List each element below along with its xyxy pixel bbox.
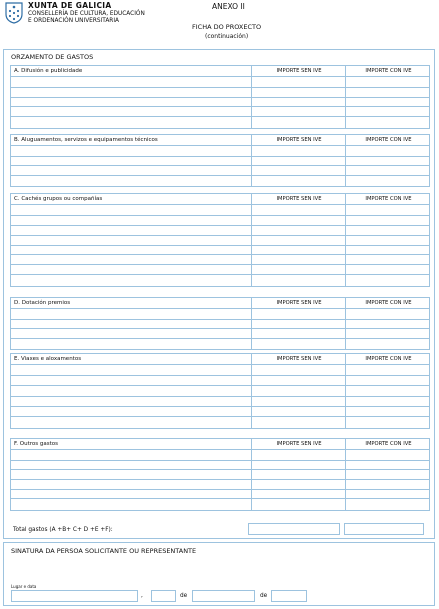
of-label-1: de — [180, 593, 188, 599]
column-divider — [345, 135, 346, 186]
column-header-with-vat: IMPORTE CON IVE — [365, 68, 412, 74]
column-header-without-vat: IMPORTE SEN IVE — [276, 356, 322, 362]
table-row-line — [11, 385, 429, 386]
table-row-line — [11, 469, 429, 470]
category-c-table — [10, 193, 430, 287]
category-header — [11, 298, 429, 309]
table-row-line — [11, 175, 429, 176]
category-label: A. Difusión e publicidade — [14, 68, 83, 74]
table-row-line — [11, 116, 429, 117]
category-label: B. Aluguamentos, servizos e equipamentos técnicos — [14, 137, 158, 143]
year-field[interactable] — [271, 590, 307, 602]
comma-separator: , — [141, 593, 143, 599]
budget-title: ORZAMENTO DE GASTOS — [11, 53, 94, 61]
table-row-line — [11, 225, 429, 226]
table-row-line — [11, 498, 429, 499]
place-field[interactable] — [11, 590, 138, 602]
table-row-line — [11, 235, 429, 236]
column-divider — [345, 298, 346, 349]
table-row-line — [11, 416, 429, 417]
org-name: XUNTA DE GALICIA — [28, 1, 112, 10]
table-row-line — [11, 338, 429, 339]
category-d-table — [10, 297, 430, 350]
table-row-line — [11, 215, 429, 216]
form-title: FICHA DO PROXECTO — [192, 23, 262, 31]
column-header-with-vat: IMPORTE CON IVE — [365, 300, 412, 306]
month-field[interactable] — [192, 590, 255, 602]
category-label: F. Outros gastos — [14, 441, 58, 447]
column-header-without-vat: IMPORTE SEN IVE — [276, 196, 322, 202]
org-department-line2: E ORDENACIÓN UNIVERSITARIA — [28, 18, 120, 24]
category-label: C. Cachés grupos ou compañías — [14, 196, 103, 202]
column-header-without-vat: IMPORTE SEN IVE — [276, 441, 322, 447]
table-row-line — [11, 375, 429, 376]
category-label: E. Viaxes e aloxamentos — [14, 356, 82, 362]
table-row-line — [11, 254, 429, 255]
category-a-table — [10, 65, 430, 129]
table-row-line — [11, 156, 429, 157]
org-department-line1: CONSELLERÍA DE CULTURA, EDUCACIÓN — [28, 11, 145, 17]
category-header — [11, 66, 429, 77]
table-row-line — [11, 97, 429, 98]
total-expenses-label: Total gastos (A +B+ C+ D +E +F): — [13, 527, 113, 533]
table-row-line — [11, 245, 429, 246]
column-header-without-vat: IMPORTE SEN IVE — [276, 68, 322, 74]
place-date-label: Lugar e data — [11, 584, 37, 589]
column-divider — [345, 194, 346, 286]
column-header-without-vat: IMPORTE SEN IVE — [276, 137, 322, 143]
column-divider — [251, 439, 252, 510]
org-department — [28, 11, 145, 25]
category-label: D. Dotación premios — [14, 300, 71, 306]
column-header-with-vat: IMPORTE CON IVE — [365, 137, 412, 143]
column-divider — [345, 439, 346, 510]
column-header-with-vat: IMPORTE CON IVE — [365, 196, 412, 202]
signature-title: SINATURA DA PERSOA SOLICITANTE OU REPRESENTANTE — [11, 547, 197, 555]
category-e-table — [10, 353, 430, 429]
category-header — [11, 439, 429, 450]
column-divider — [251, 298, 252, 349]
category-header — [11, 135, 429, 146]
column-divider — [251, 194, 252, 286]
table-row-line — [11, 165, 429, 166]
table-row-line — [11, 328, 429, 329]
table-row-line — [11, 274, 429, 275]
table-row-line — [11, 406, 429, 407]
table-row-line — [11, 319, 429, 320]
signature-section — [3, 542, 435, 606]
table-row-line — [11, 264, 429, 265]
column-header-without-vat: IMPORTE SEN IVE — [276, 300, 322, 306]
table-row-line — [11, 489, 429, 490]
annex-title: ANEXO II — [212, 2, 245, 11]
xunta-coat-of-arms-icon — [4, 2, 24, 24]
table-row-line — [11, 106, 429, 107]
total-with-vat-field[interactable] — [344, 523, 424, 535]
category-header — [11, 354, 429, 365]
form-subtitle: (continuación) — [205, 33, 249, 40]
category-header — [11, 194, 429, 205]
table-row-line — [11, 479, 429, 480]
column-divider — [251, 135, 252, 186]
category-f-table — [10, 438, 430, 511]
table-row-line — [11, 396, 429, 397]
day-field[interactable] — [151, 590, 176, 602]
budget-section — [3, 49, 435, 539]
category-b-table — [10, 134, 430, 187]
column-header-with-vat: IMPORTE CON IVE — [365, 441, 412, 447]
document-header — [0, 0, 439, 48]
table-row-line — [11, 87, 429, 88]
column-header-with-vat: IMPORTE CON IVE — [365, 356, 412, 362]
table-row-line — [11, 460, 429, 461]
of-label-2: de — [260, 593, 268, 599]
total-without-vat-field[interactable] — [248, 523, 340, 535]
